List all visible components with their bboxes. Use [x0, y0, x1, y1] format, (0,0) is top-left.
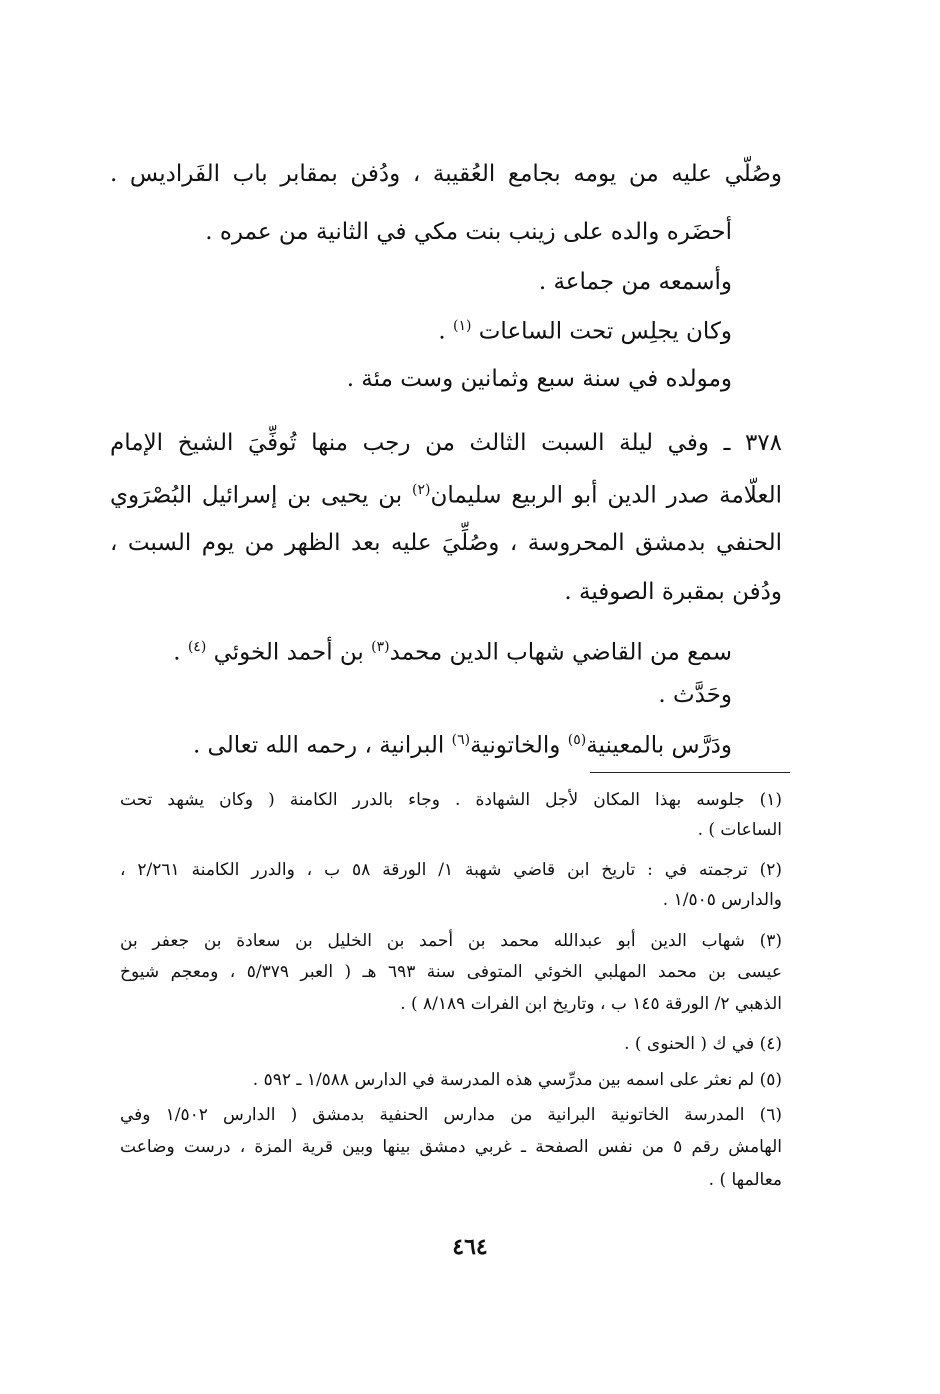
text-fragment: .: [438, 318, 446, 345]
entry-number-line: ٣٧٨ ـ وفي ليلة السبت الثالث من رجب منها تُوفِّيَ الشيخ الإمام: [110, 430, 782, 456]
footnote-line: (١) جلوسه بهذا المكان لأجل الشهادة . وجاء بالدرر الكامنة ( وكان يشهد تحت: [120, 790, 782, 810]
text-line: الحنفي بدمشق المحروسة ، وصُلِّيَ عليه بعد الظهر من يوم السبت ،: [110, 530, 782, 556]
text-fragment: بن أحمد الخوئي: [206, 639, 372, 666]
footnote-ref: (٣): [371, 639, 390, 655]
footnote-line: (٢) ترجمته في : تاريخ ابن قاضي شهبة ١/ الورقة ٥٨ ب ، والدرر الكامنة ٢/٢٦١ ،: [120, 860, 783, 880]
footnote-line: (٣) شهاب الدين أبو عبدالله محمد بن أحمد بن الخليل بن سعادة بن جعفر بن: [120, 931, 782, 951]
footnote-ref: (٢): [411, 482, 431, 498]
footnote-ref: (٥): [567, 732, 587, 748]
footnote-line: (٥) لم نعثر على اسمه بين مدرِّسي هذه المدرسة في الدارس ١/٥٨٨ ـ ٥٩٢ .: [252, 1070, 782, 1090]
footnote-line: عيسى بن محمد المهلبي الخوئي المتوفى سنة ٦٩٣ هـ ( العبر ٥/٣٧٩ ، ومعجم شيوخ: [120, 962, 782, 982]
text-line: وأسمعه من جماعة .: [538, 269, 732, 295]
text-line: [438, 319, 732, 344]
text-fragment: وكان يجلِس تحت الساعات: [478, 318, 732, 345]
footnote-separator: [590, 772, 790, 773]
text-line: وصُلّي عليه من يومه بجامع العُقيبة ، ودُفن بمقابر باب الفَراديس .: [110, 161, 782, 187]
footnote-line: والدارس ١/٥٠٥ .: [662, 890, 782, 910]
footnote-line: الذهبي ٢/ الورقة ١٤٥ ب ، وتاريخ ابن الفرات ٨/١٨٩ ) .: [400, 994, 782, 1014]
text-fragment: سمع من القاضي شهاب الدين محمد: [389, 639, 732, 666]
text-fragment: البرانية ، رحمه الله تعالى .: [192, 732, 452, 759]
footnote-line: معالمها ) .: [708, 1170, 782, 1190]
footnote-line: الهامش رقم ٥ من نفس الصفحة ـ غربي دمشق بينها وبين قرية المزة ، درست وضاعت: [120, 1137, 783, 1157]
footnote-ref: (٦): [451, 732, 471, 748]
text-fragment: ودَرَّس بالمعينية: [586, 732, 732, 759]
footnote-line: (٤) في ك ( الحنوى ) .: [624, 1034, 782, 1054]
text-line: أحضَره والده على زينب بنت مكي في الثانية من عمره .: [205, 219, 732, 245]
text-line: [173, 640, 732, 665]
text-fragment: .: [173, 639, 188, 666]
page-number: ٤٦٤: [452, 1234, 488, 1260]
text-line: ومولده في سنة سبع وثمانين وست مئة .: [346, 366, 732, 392]
text-line: ودُفن بمقبرة الصوفية .: [564, 579, 782, 605]
text-line: [110, 483, 782, 508]
footnote-line: الساعات ) .: [697, 820, 782, 840]
text-line: وحَدَّث .: [658, 682, 732, 708]
footnote-line: (٦) المدرسة الخاتونية البرانية من مدارس الحنفية بدمشق ( الدارس ١/٥٠٢ وفي: [120, 1105, 782, 1125]
text-line: [193, 733, 732, 758]
text-fragment: والخاتونية: [470, 732, 568, 759]
footnote-ref: (٤): [187, 639, 207, 655]
text-fragment: العلّامة صدر الدين أبو الربيع سليمان: [430, 482, 782, 509]
footnote-ref: (١): [453, 318, 472, 334]
text-fragment: بن يحيى بن إسرائيل البُصْرَوي: [110, 482, 412, 509]
